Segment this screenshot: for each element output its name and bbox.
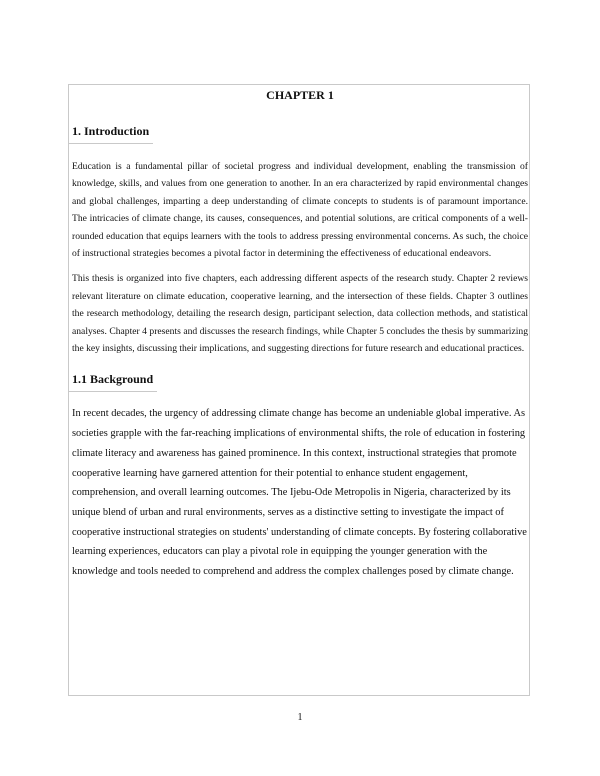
intro-heading-wrap: [72, 123, 149, 139]
chapter-title: CHAPTER 1: [266, 88, 334, 102]
background-paragraph-1: In recent decades, the urgency of addressing climate change has become an undeniable global imperative. As societies grapple with the far-reaching implications of environmental shifts, the role of education in fostering climate literacy and awareness has gained prominence. In this context, instructional strategies that promote cooperative learning have garnered attention for their potential to enhance student engagement, comprehension, and overall learning outcomes. The Ijebu-Ode Metropolis in Nigeria, characterized by its unique blend of urban and rural environments, serves as a distinctive setting to investigate the impact of cooperative instructional strategies on students' understanding of climate concepts. By fostering collaborative learning experiences, educators can play a pivotal role in equipping the younger generation with the knowledge and tools needed to comprehend and address the complex challenges posed by climate change.: [72, 408, 527, 578]
section-heading-introduction: 1. Introduction: [72, 124, 150, 138]
section-heading-background: 1.1 Background: [72, 372, 154, 387]
intro-paragraph-2: This thesis is organized into five chapters, each addressing different aspects of the research study. Chapter 2 reviews relevant literature on climate education, cooperative learning, and the intersection of these fields. Chapter 3 outlines the research methodology, detailing the research design, participant selection, data collection methods, and statistical analyses. Chapter 4 presents and discusses the research findings, while Chapter 5 concludes the thesis by summarizing the key insights, discussing their implications, and suggesting directions for future research and educational practices.: [72, 273, 528, 355]
page-number: 1: [297, 712, 303, 723]
document-body: [72, 86, 528, 582]
background-heading-wrap: [72, 371, 153, 387]
heading-divider: [68, 391, 157, 392]
heading-divider: [68, 143, 153, 144]
intro-paragraph-1: Education is a fundamental pillar of societal progress and individual development, enabling the transmission of knowledge, skills, and values from one generation to another. In an era characterized by rapid environmental changes and global challenges, imparting a deep understanding of climate concepts to students is of paramount importance. The intricacies of climate change, its causes, consequences, and potential solutions, are critical components of a well-rounded education that equips learners with the tools to address pressing environmental concerns. As such, the choice of instructional strategies becomes a pivotal factor in determining the effectiveness of educational endeavors.: [72, 161, 528, 260]
